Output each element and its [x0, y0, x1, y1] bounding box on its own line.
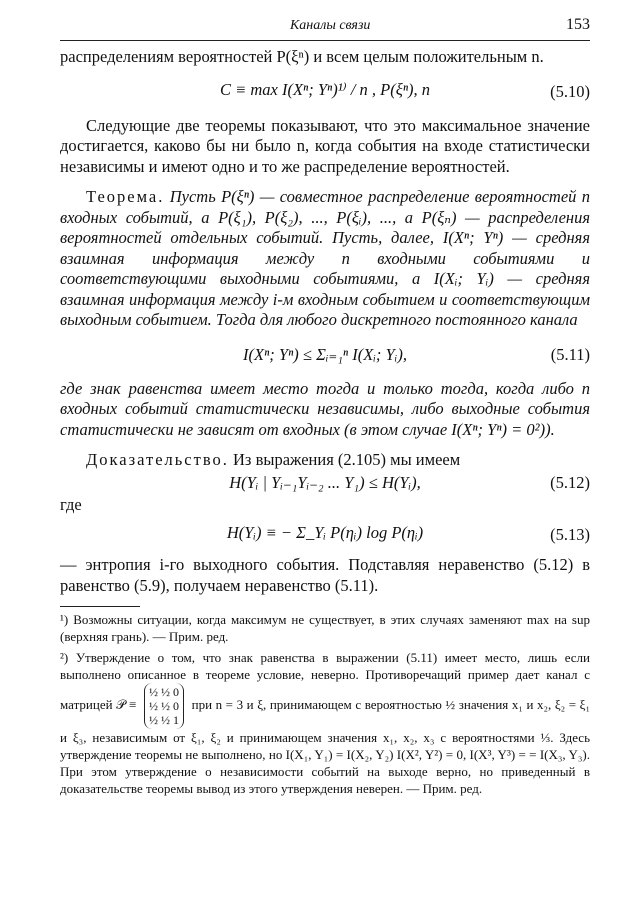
footnote-1: ¹) Возможны ситуации, когда максимум не существует, в этих случаях заменяют max на sup (верхняя грань). — Прим. ред. — [60, 612, 590, 644]
equation-number: (5.11) — [550, 344, 590, 364]
running-header — [60, 12, 590, 41]
equation-formula: I(Xⁿ; Yⁿ) ≤ Σᵢ₌₁ⁿ I(Xᵢ; Yᵢ), — [243, 344, 407, 364]
equation-5-12 — [60, 471, 590, 495]
paragraph-4: — энтропия i-го выходного события. Подставляя неравенство (5.12) в равенство (5.9), получаем неравенство (5.11). — [60, 555, 590, 595]
paragraph-3: где знак равенства имеет место тогда и только тогда, когда либо n входных событий статистически независимы, либо выходные события статистически не зависят от входных (в этом случае I(Xⁿ; Yⁿ) = 0²)). — [60, 378, 590, 439]
book-page — [60, 12, 590, 797]
paragraph-2: Следующие две теоремы показывают, что это максимальное значение достигается, каково бы ни было n, когда события на входе статистически независимы и имеют одно и то же распределение вероятностей. — [60, 115, 590, 176]
footnote-2-part-b: при n = 3 и ξ, принимающем с вероятностью ½ значения x₁ и x₂, ξ₂ = ξ₁ и ξ₃, независимым от ξ₁, ξ₂ и принимающем значения x₁, x₂, x₃ с вероятностями ⅓. Здесь утверждение теоремы не выполнено, но I(X₁, Y₁) = I(X₂, Y₂) I(X², Y²) = 0, I(X³, Y³) = = I(X₃, Y₃). При этом утверждение о независимости событий на выходе верно, но приведенный в доказательстве теоремы вывод из этого утверждения неверен. — Прим. ред. — [60, 696, 591, 796]
where-word: где — [60, 494, 82, 514]
theorem — [60, 187, 590, 331]
matrix-row: ½ ½ 0 — [149, 699, 180, 713]
equation-number: (5.12) — [550, 472, 590, 492]
footnote-2-part-a: ²) Утверждение о том, что знак равенства в выражении (5.11) имеет место, лишь если выполнено описанное в теореме условие, неверно. Противоречащий пример дает канал с матрицей 𝒫 ≡ — [60, 650, 590, 712]
chapter-title: Каналы связи — [290, 18, 371, 33]
matrix-row: ½ ½ 1 — [149, 713, 180, 727]
footnote-2 — [60, 649, 590, 797]
footnote-rule — [60, 606, 140, 607]
equation-5-11 — [60, 331, 590, 379]
proof-text: Из выражения (2.105) мы имеем — [233, 450, 461, 469]
equation-5-13 — [60, 515, 590, 555]
equation-formula: H(Yᵢ | Yᵢ₋₁Yᵢ₋₂ ... Y₁) ≤ H(Yᵢ), — [229, 472, 421, 492]
proof — [60, 450, 590, 471]
page-number: 153 — [566, 16, 590, 33]
equation-number: (5.10) — [550, 81, 590, 101]
equation-number: (5.13) — [550, 525, 590, 544]
theorem-label: Теорема. — [86, 187, 165, 206]
equation-formula: H(Yᵢ) ≡ − Σ_Yᵢ P(ηᵢ) log P(ηᵢ) — [226, 523, 424, 542]
channel-matrix — [144, 683, 184, 729]
proof-label: Доказательство. — [86, 450, 229, 469]
theorem-text: Пусть P(ξⁿ) — совместное распределение вероятностей n входных событий, а P(ξ₁), P(ξ₂), ..., P(ξᵢ), ..., а P(ξₙ) — распределения вероятностей отдельных событий. Пусть, далее, I(Xⁿ; Yⁿ) — средняя взаимная информация между n входными событиями и соответствующими выходными событиями, а I(Xᵢ; Yᵢ) — средняя взаимная информация между i-м входным событием и соответствующим выходным событием. Тогда для любого дискретного постоянного канала — [60, 187, 591, 329]
equation-5-10 — [60, 68, 590, 116]
equation-formula: C ≡ max I(Xⁿ; Yⁿ)¹⁾ / n , P(ξⁿ), n — [219, 79, 431, 99]
paragraph-1: распределениям вероятностей P(ξⁿ) и всем целым положительным n. — [60, 47, 544, 66]
matrix-row: ½ ½ 0 — [149, 685, 180, 699]
